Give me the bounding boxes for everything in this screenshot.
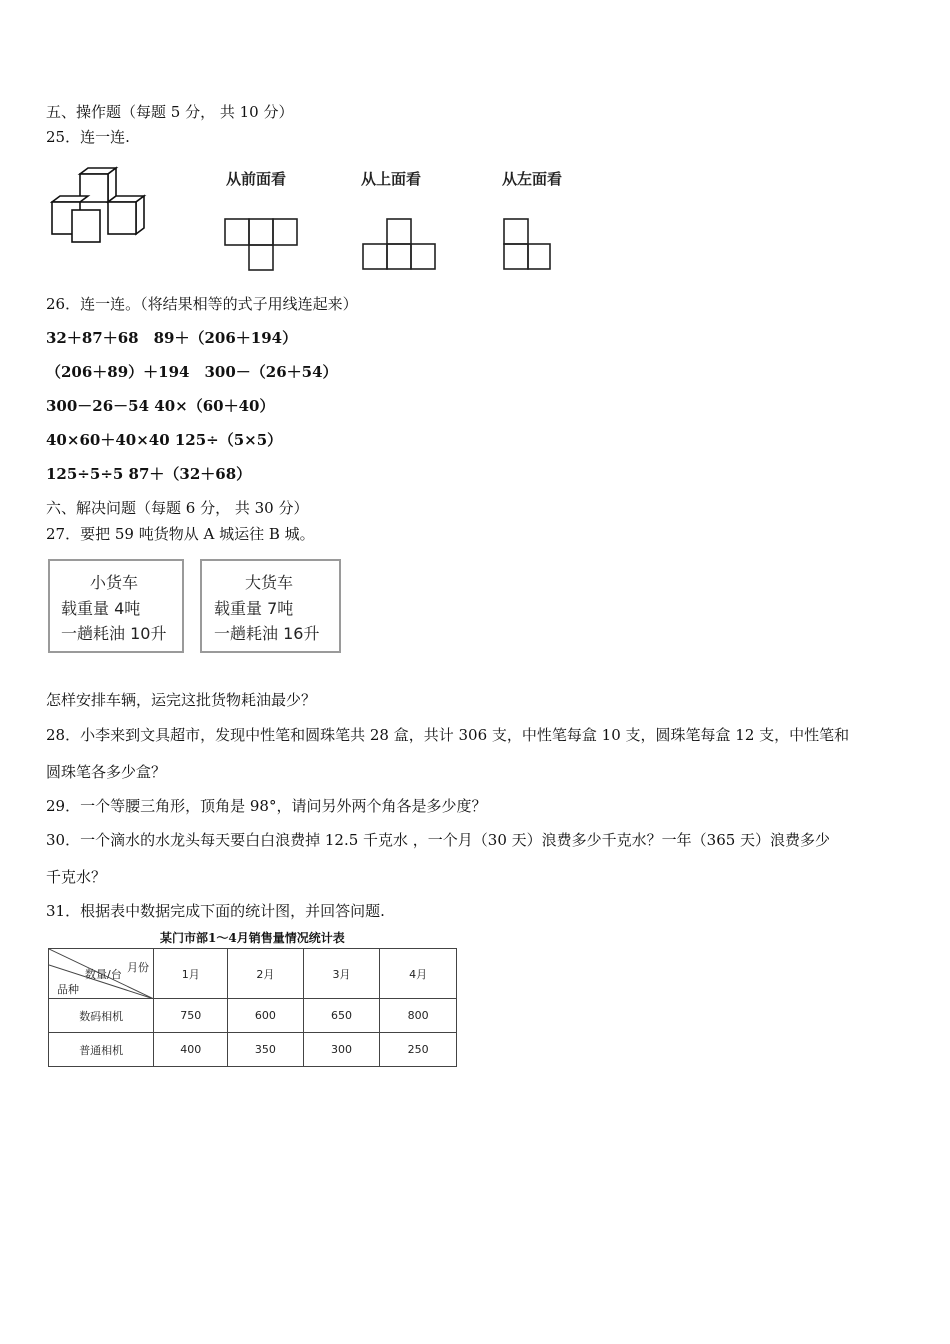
month-header: 1月 xyxy=(154,949,228,999)
question-30-cont: 千克水？ xyxy=(46,868,107,886)
big-truck-load: 载重量 7吨 xyxy=(214,599,294,618)
stat-table xyxy=(48,948,457,1067)
small-truck-load: 载重量 4吨 xyxy=(61,599,141,618)
corner-quantity-label: 数量/台 xyxy=(85,968,122,981)
month-header: 2月 xyxy=(228,949,304,999)
table-cell: 600 xyxy=(228,999,304,1033)
left-view-shape xyxy=(500,216,560,274)
table-cell: 650 xyxy=(303,999,380,1033)
big-truck-title: 大货车 xyxy=(245,573,294,592)
front-view-shape xyxy=(222,216,302,274)
question-29: 29．一个等腰三角形，顶角是 98°，请问另外两个角各是多少度？ xyxy=(46,797,487,815)
question-25: 25．连一连. xyxy=(46,128,130,146)
question-28: 28．小李来到文具超市，发现中性笔和圆珠笔共 28 盒，共计 306 支，中性笔每盒 10 支，圆珠笔每盒 12 支，中性笔和 xyxy=(46,726,850,744)
corner-cell xyxy=(49,949,154,999)
table-cell: 350 xyxy=(228,1033,304,1067)
expression-row: 40×60＋40×40 125÷（5×5） xyxy=(46,431,283,449)
question-27: 27．要把 59 吨货物从 A 城运往 B 城。 xyxy=(46,525,315,543)
section-heading-5: 五、操作题（每题 5 分， 共 10 分） xyxy=(46,103,294,121)
question-28-cont: 圆珠笔各多少盒？ xyxy=(46,763,167,781)
cube-stack-figure xyxy=(50,166,155,246)
table-row xyxy=(49,1033,457,1067)
corner-kind-label: 品种 xyxy=(57,983,79,996)
small-truck-card xyxy=(48,559,184,653)
big-truck-card xyxy=(200,559,341,653)
question-31: 31．根据表中数据完成下面的统计图，并回答问题. xyxy=(46,902,385,920)
row-name: 普通相机 xyxy=(49,1033,154,1067)
expression-row: （206＋89）＋194 300－（26＋54） xyxy=(46,363,338,381)
left-view-label: 从左面看 xyxy=(502,170,563,188)
table-cell: 400 xyxy=(154,1033,228,1067)
front-view-label: 从前面看 xyxy=(226,170,287,188)
table-cell: 800 xyxy=(380,999,457,1033)
section-heading-6: 六、解决问题（每题 6 分， 共 30 分） xyxy=(46,499,309,517)
top-view-label: 从上面看 xyxy=(361,170,422,188)
expression-row: 32＋87＋68 89＋（206＋194） xyxy=(46,329,298,347)
question-26: 26．连一连。（将结果相等的式子用线连起来） xyxy=(46,295,358,313)
corner-month-label: 月份 xyxy=(127,961,149,974)
small-truck-fuel: 一趟耗油 10升 xyxy=(61,624,167,643)
question-27-ask: 怎样安排车辆，运完这批货物耗油最少？ xyxy=(46,691,317,709)
stat-table-title: 某门市部1～4月销售量情况统计表 xyxy=(160,931,345,945)
table-cell: 250 xyxy=(380,1033,457,1067)
big-truck-fuel: 一趟耗油 16升 xyxy=(214,624,320,643)
small-truck-title: 小货车 xyxy=(90,573,139,592)
month-header: 3月 xyxy=(303,949,380,999)
expression-row: 300－26－54 40×（60＋40） xyxy=(46,397,275,415)
question-30: 30．一个滴水的水龙头每天要白白浪费掉 12.5 千克水 ，一个月（30 天）浪费多少千克水？一年（365 天）浪费多少 xyxy=(46,831,831,849)
top-view-shape xyxy=(360,216,440,274)
table-cell: 750 xyxy=(154,999,228,1033)
table-cell: 300 xyxy=(303,1033,380,1067)
table-row xyxy=(49,999,457,1033)
expression-row: 125÷5÷5 87＋（32＋68） xyxy=(46,465,252,483)
month-header: 4月 xyxy=(380,949,457,999)
row-name: 数码相机 xyxy=(49,999,154,1033)
